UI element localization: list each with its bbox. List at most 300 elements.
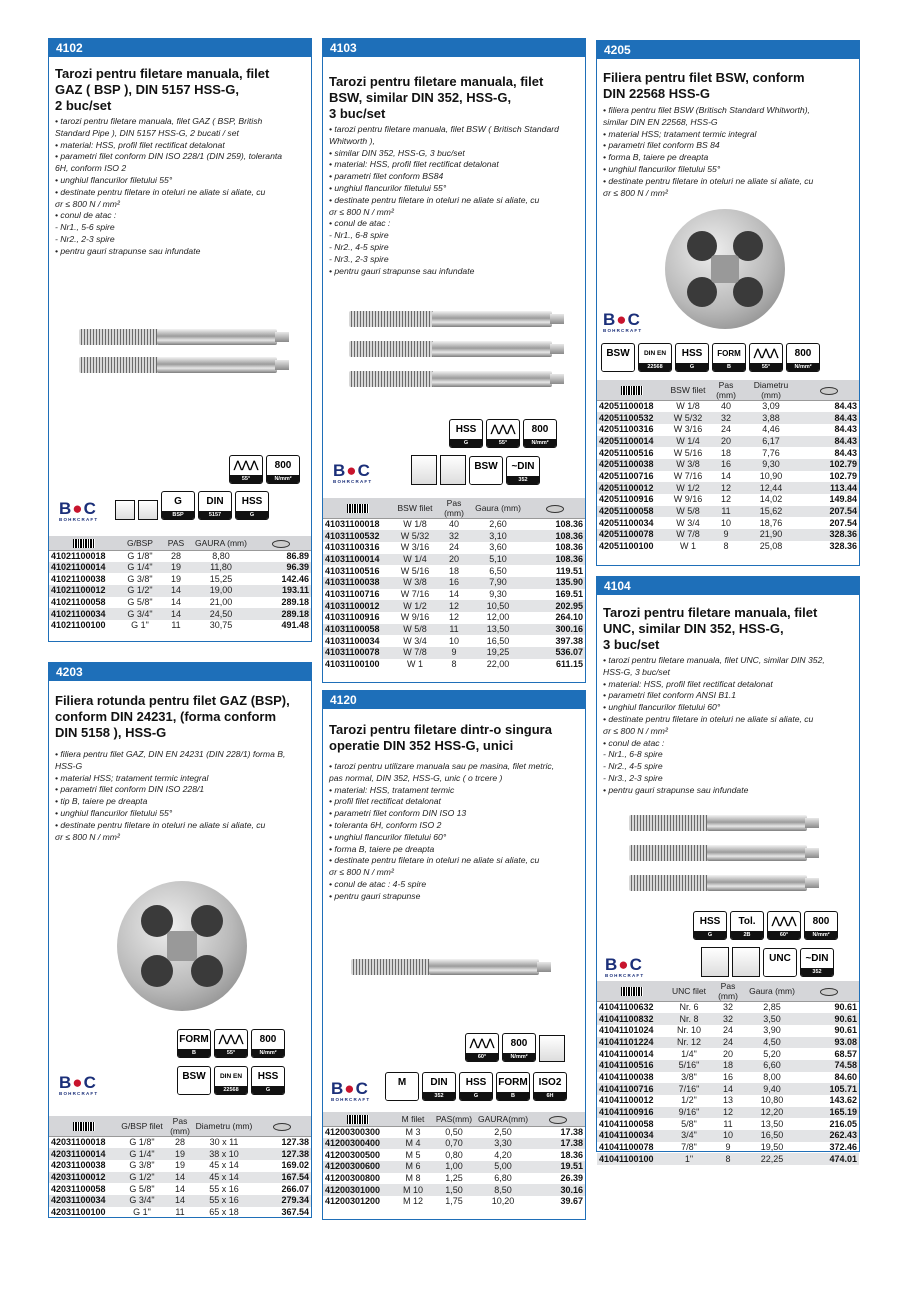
pitch: 0,80 (445, 1149, 463, 1160)
table-row (597, 494, 859, 506)
price: 84.43 (799, 436, 859, 448)
thread-type-badge: BSW (601, 343, 635, 372)
table-row (49, 1172, 311, 1184)
section-description: • tarozi pentru filetare manuala, filet GAZ ( BSP, British Standard Pipe ), DIN 5157 HSS-G, 2 bucati / set • material: HSS, profil filet rectificat detalonat • parametri filet conform DIN ISO 228/1 (DIN 259), toleranta 6H, conform ISO 2 • unghiul flancurilor filetului 55° • destinate pentru filetare in oteluri ne aliate si aliate, cu σr ≤ 800 N / mm² • conul de atac : - Nr1., 5-6 spire - Nr2., 2-3 spire • pentru gauri strapunse sau infundate (55, 116, 283, 256)
table-row (323, 1196, 585, 1208)
thread-size: 5/16" (667, 1060, 711, 1072)
pitch: 14 (170, 597, 181, 608)
thread-type-badge: G BSP (161, 491, 195, 520)
article-code: 41200300400 (323, 1138, 393, 1150)
price-table: BSW filet Pas (mm) Diametru (mm) 42051100018 W 1/8 40 3,09 84.43 42051100532 W 5/32 32 3,88 84.43 42051100316 W 3/16 24 4,46 84.43 42051100014 W 1/4 20 6,17 84.43 42051100516 W 5/16 18 7,76 84.43 42051100038 W 3/8 16 9,30 102.79 42051100716 W 7/16 14 10,90 102.79 42051100012 W 1/2 12 12,44 113.44 42051100916 W 9/16 12 14,02 149.84 42051100058 W 5/8 11 15,62 207.54 42051100034 W 3/4 10 18,76 207.54 42051100078 W 7/8 9 21,90 328.36 42051100100 W 1 8 25,08 328.36 (599, 380, 857, 552)
pitch: 40 (448, 519, 459, 530)
price: 17.38 (560, 1126, 583, 1137)
tap-shape-icon (411, 455, 437, 485)
hole-size: 4,46 (762, 424, 780, 435)
thread-size: 3/4" (667, 1130, 711, 1142)
article-code: 41031100018 (325, 519, 380, 530)
price: 289.18 (251, 608, 311, 620)
article-code: 42051100014 (597, 436, 667, 448)
bohrcraft-logo: B●C BOHRCRAFT (59, 499, 99, 522)
pitch: 32 (711, 1013, 745, 1025)
price: 149.84 (829, 494, 857, 505)
pitch: 32 (437, 530, 471, 542)
hole-size: 16,50 (745, 1130, 799, 1142)
table-row (597, 1095, 859, 1107)
thread-size: W 3/4 (403, 635, 427, 646)
material-badge: HSS G (449, 419, 483, 448)
table-row (323, 565, 585, 577)
hole-size: 2,50 (494, 1126, 512, 1137)
pitch: 14 (720, 470, 731, 481)
pitch: 32 (722, 1002, 733, 1013)
pitch: 11 (175, 1206, 185, 1217)
pitch: 1,00 (433, 1161, 475, 1173)
price: 90.61 (799, 1013, 859, 1025)
table-row (597, 1130, 859, 1142)
price: 84.60 (834, 1071, 857, 1082)
thread-size: W 9/16 (673, 494, 703, 505)
hole-size: 15,25 (209, 573, 233, 584)
table-row (597, 1060, 859, 1072)
table-row (597, 517, 859, 529)
thread-size: W 5/8 (667, 506, 709, 518)
pitch: 14 (161, 585, 191, 597)
table-row (49, 562, 311, 574)
strength-badge: 800 N/mm² (266, 455, 300, 484)
article-code: 42051100012 (597, 482, 667, 494)
price: 491.48 (281, 620, 309, 631)
table-row (597, 482, 859, 494)
hole-size: 24,50 (191, 608, 251, 620)
thread-size: W 5/8 (393, 624, 437, 636)
table-row (323, 1138, 585, 1150)
section-4203 (48, 662, 312, 1218)
thread-size: G 3/8" (127, 573, 153, 584)
price: 167.54 (253, 1172, 311, 1184)
price-coins-icon (525, 498, 585, 519)
section-4103 (322, 38, 586, 683)
hole-size: 3,88 (743, 412, 799, 424)
pitch: 19 (174, 1160, 185, 1171)
article-code: 42031100100 (51, 1206, 106, 1217)
tap-set-image (629, 815, 849, 895)
form-badge: FORM B (496, 1072, 530, 1101)
thread-size: W 7/16 (673, 470, 703, 481)
hole-size: 65 x 18 (209, 1206, 239, 1217)
table-row (323, 589, 585, 601)
price-coins-icon (251, 536, 311, 550)
hole-size: 9,40 (745, 1083, 799, 1095)
section-4120 (322, 690, 586, 1220)
thread-size: M 8 (405, 1173, 421, 1184)
din-badge: DIN EN 22568 (638, 343, 672, 372)
pitch: 13 (722, 1095, 733, 1106)
thread-size: W 1/2 (393, 600, 437, 612)
article-code: 41031100716 (325, 588, 380, 599)
table-row (323, 1173, 585, 1185)
thread-size: G 1/8" (129, 1137, 155, 1148)
price: 93.08 (799, 1037, 859, 1049)
tap-shape-icon (440, 455, 466, 485)
thread-size: G 5/8" (127, 597, 153, 608)
article-code: 41041100012 (599, 1095, 654, 1106)
pitch: 9 (725, 1142, 731, 1153)
material-badge: HSS G (235, 491, 269, 520)
hole-size: 8,50 (475, 1184, 531, 1196)
pitch: 14 (448, 588, 459, 599)
section-description: • tarozi pentru filetare manuala, filet UNC, similar DIN 352, HSS-G, 3 buc/set • material: HSS, profil filet rectificat detalonat • parametri filet conform ANSI B1.1 • unghiul flancurilor filetului 60° • destinate pentru filetare in oteluri ne aliate si aliate, cu σr ≤ 800 N / mm² • conul de atac : - Nr1., 6-8 spire - Nr2., 4-5 spire - Nr3., 2-3 spire • pentru gauri strapunse sau infundate (603, 655, 825, 795)
strength-badge: 800 N/mm² (251, 1029, 285, 1058)
price: 68.57 (834, 1048, 857, 1059)
thread-size: W 3/16 (400, 542, 430, 553)
hole-size: 5,10 (471, 554, 525, 566)
price: 90.61 (834, 1002, 857, 1013)
thread-type-badge: UNC (763, 948, 797, 977)
price: 39.67 (560, 1196, 583, 1207)
thread-size: W 1/2 (667, 482, 709, 494)
thread-size: 7/8" (681, 1142, 697, 1153)
thread-size: W 5/16 (673, 447, 703, 458)
price: 536.07 (525, 647, 585, 659)
tap-shape-icon (539, 1035, 565, 1062)
pitch: 18 (711, 1060, 745, 1072)
section-title: Filiera rotunda pentru filet GAZ (BSP), conform DIN 24231, (forma conform DIN 5158 ), HSS-G (55, 693, 290, 740)
table-row (597, 1107, 859, 1119)
section-number: 4103 (323, 39, 585, 57)
hole-size: 8,80 (212, 550, 230, 561)
tolerance-badge: Tol. 2B (730, 911, 764, 940)
price: 207.54 (799, 506, 859, 518)
bohrcraft-logo: B●C BOHRCRAFT (333, 461, 373, 484)
pitch: 19 (161, 562, 191, 574)
thread-size: W 7/16 (400, 588, 430, 599)
hole-size: 45 x 14 (195, 1172, 253, 1184)
table-row (49, 1207, 311, 1219)
thread-angle-badge: ⋀⋀⋀ 55° (229, 455, 263, 484)
pitch: 16 (437, 577, 471, 589)
thread-size: G 1" (131, 620, 149, 631)
price: 19.51 (531, 1161, 585, 1173)
article-code: 42051100516 (599, 447, 654, 458)
table-row (49, 1148, 311, 1160)
din-badge: DIN 5157 (198, 491, 232, 520)
price: 289.18 (281, 597, 309, 608)
form-badge: FORM B (712, 343, 746, 372)
thread-size: W 7/8 (667, 529, 709, 541)
pitch: 14 (161, 608, 191, 620)
article-code: 41041101024 (599, 1025, 654, 1036)
article-code: 41200300300 (325, 1126, 381, 1137)
price: 18.36 (560, 1149, 583, 1160)
section-number: 4102 (49, 39, 311, 57)
thread-size: G 1/2" (119, 1172, 165, 1184)
pitch: 11 (709, 506, 743, 518)
price: 96.39 (251, 562, 311, 574)
pitch: 28 (170, 550, 181, 561)
price: 108.36 (555, 519, 583, 530)
table-row (597, 471, 859, 483)
thread-angle-badge: ⋀⋀⋀ 60° (767, 911, 801, 940)
table-row (323, 1184, 585, 1196)
article-code: 41031100038 (323, 577, 393, 589)
hole-size: 21,90 (743, 529, 799, 541)
table-row (597, 1025, 859, 1037)
thread-size: M 5 (405, 1149, 421, 1160)
thread-size: M 6 (393, 1161, 433, 1173)
thread-angle-badge: ⋀⋀⋀ 60° (465, 1033, 499, 1062)
barcode-icon (323, 1112, 393, 1126)
spec-badges-bottom (385, 1072, 567, 1101)
section-title: Tarozi pentru filetare manuala, filet UNC, similar DIN 352, HSS-G, 3 buc/set (603, 605, 818, 652)
article-code: 41031100100 (325, 659, 380, 670)
section-number: 4203 (49, 663, 311, 681)
hole-size: 13,50 (471, 624, 525, 636)
thread-angle-badge: ⋀⋀⋀ 55° (214, 1029, 248, 1058)
table-row (597, 459, 859, 471)
section-title: Tarozi pentru filetare manuala, filet GAZ ( BSP ), DIN 5157 HSS-G, 2 buc/set (55, 66, 270, 113)
hole-size: 13,50 (760, 1118, 784, 1129)
thread-size: 9/16" (667, 1107, 711, 1119)
thread-type-badge: BSW (469, 456, 503, 485)
round-die-image (117, 881, 247, 1011)
hole-size: 9,30 (743, 459, 799, 471)
section-title: Tarozi pentru filetare manuala, filet BSW, similar DIN 352, HSS-G, 3 buc/set (329, 74, 544, 121)
price: 17.38 (531, 1138, 585, 1150)
thread-size: M 4 (393, 1138, 433, 1150)
pitch: 24 (448, 542, 459, 553)
price: 102.79 (829, 470, 857, 481)
price: 266.07 (281, 1183, 309, 1194)
price-coins-icon (253, 1116, 311, 1137)
thread-size: Nr. 6 (679, 1002, 699, 1013)
article-code: 41041100916 (597, 1107, 667, 1119)
hole-size: 2,60 (489, 519, 507, 530)
article-code: 42051100038 (597, 459, 667, 471)
article-code: 42051100100 (599, 541, 654, 552)
pitch: 9 (437, 647, 471, 659)
strength-badge: 800 N/mm² (786, 343, 820, 372)
spec-badges (601, 343, 820, 372)
price: 165.19 (799, 1107, 859, 1119)
article-code: 41041100516 (597, 1060, 667, 1072)
table-row (323, 577, 585, 589)
price: 86.89 (286, 550, 309, 561)
pitch: 19 (170, 573, 181, 584)
hole-size: 4,20 (494, 1149, 512, 1160)
tap-shape-icon (138, 500, 158, 520)
material-badge: HSS G (693, 911, 727, 940)
table-row (323, 624, 585, 636)
thread-type-badge: M (385, 1072, 419, 1101)
price: 84.43 (834, 401, 857, 412)
table-row (323, 635, 585, 647)
price: 264.10 (555, 612, 583, 623)
price: 207.54 (829, 517, 857, 528)
price: 367.54 (281, 1206, 309, 1217)
price: 397.38 (555, 635, 583, 646)
pitch: 10 (711, 1130, 745, 1142)
price: 90.61 (834, 1025, 857, 1036)
table-row (49, 1160, 311, 1172)
thread-size: G 3/8" (129, 1160, 155, 1171)
table-row (597, 447, 859, 459)
thread-size: W 1 (679, 541, 696, 552)
pitch: 40 (720, 401, 731, 412)
hole-size: 6,80 (494, 1173, 512, 1184)
hole-size: 45 x 14 (209, 1160, 239, 1171)
table-row (323, 1126, 585, 1138)
section-4102 (48, 38, 312, 642)
table-row (323, 542, 585, 554)
tap-shape-icon (732, 947, 760, 977)
article-code: 41031100034 (325, 635, 380, 646)
pitch: 16 (722, 1071, 733, 1082)
price: 169.51 (555, 588, 583, 599)
article-code: 42031100058 (51, 1183, 106, 1194)
hole-size: 38 x 10 (195, 1148, 253, 1160)
hole-size: 7,76 (762, 447, 780, 458)
pitch: 9 (709, 529, 743, 541)
hole-size: 10,50 (471, 600, 525, 612)
hole-size: 55 x 16 (195, 1195, 253, 1207)
hole-size: 5,00 (475, 1161, 531, 1173)
thread-size: G 1/4" (119, 1148, 165, 1160)
strength-badge: 800 N/mm² (804, 911, 838, 940)
hole-size: 3,60 (489, 542, 507, 553)
hole-size: 10,20 (491, 1196, 515, 1207)
hole-size: 19,25 (471, 647, 525, 659)
article-code: 42051100034 (599, 517, 654, 528)
thread-size: G 3/4" (119, 1195, 165, 1207)
pitch: 0,50 (445, 1126, 463, 1137)
form-badge: FORM B (177, 1029, 211, 1058)
table-row (49, 1137, 311, 1149)
thread-size: G 5/8" (129, 1183, 155, 1194)
spec-badges-bottom (115, 491, 269, 520)
article-code: 41041100832 (597, 1013, 667, 1025)
article-code: 41041100100 (597, 1153, 667, 1165)
thread-size: W 3/16 (673, 424, 703, 435)
price: 372.46 (829, 1142, 857, 1153)
section-description: • filiera pentru filet BSW (Britisch Standard Whitworth), similar DIN EN 22568, HSS-G • material HSS; tratament termic integral • parametri filet conform BS 84 • forma B, taiere pe dreapta • unghiul flancurilor filetului 55° • destinate pentru filetare in oteluri ne aliate si aliate, cu σr ≤ 800 N / mm² (603, 105, 814, 198)
thread-size: G 1" (133, 1206, 151, 1217)
article-code: 41041100038 (599, 1071, 654, 1082)
thread-size: W 9/16 (400, 612, 430, 623)
price: 105.71 (799, 1083, 859, 1095)
table-row (597, 1153, 859, 1165)
pitch: 14 (174, 1183, 185, 1194)
tap-shape-icon (701, 947, 729, 977)
table-row (323, 519, 585, 531)
thread-angle-badge: ⋀⋀⋀ 55° (486, 419, 520, 448)
hole-size: 6,17 (743, 436, 799, 448)
barcode-icon (49, 1116, 119, 1137)
article-code: 42051100716 (599, 470, 654, 481)
tap-set-image (79, 329, 299, 389)
price-coins-icon (799, 981, 859, 1002)
article-code: 41031100078 (323, 647, 393, 659)
pitch: 12 (720, 494, 731, 505)
thread-size: W 1/4 (393, 554, 437, 566)
hole-size: 14,02 (759, 494, 783, 505)
pitch: 8 (711, 1153, 745, 1165)
bohrcraft-logo: B●C BOHRCRAFT (603, 310, 643, 333)
pitch: 12 (711, 1107, 745, 1119)
hole-size: 7,90 (471, 577, 525, 589)
pitch: 8 (451, 659, 457, 670)
article-code: 42031100038 (51, 1160, 106, 1171)
hole-size: 21,00 (209, 597, 233, 608)
hole-size: 4,50 (745, 1037, 799, 1049)
table-row (323, 659, 585, 671)
article-code: 42051100916 (599, 494, 654, 505)
table-row (597, 1142, 859, 1154)
table-row (49, 620, 311, 632)
hole-size: 22,00 (486, 659, 510, 670)
table-row (49, 1183, 311, 1195)
strength-badge: 800 N/mm² (502, 1033, 536, 1062)
table-row (597, 436, 859, 448)
price: 193.11 (251, 585, 311, 597)
price: 26.39 (560, 1173, 583, 1184)
pitch: 24 (711, 1037, 745, 1049)
price: 84.43 (834, 424, 857, 435)
hole-size: 10,90 (759, 470, 783, 481)
hole-size: 12,00 (486, 612, 510, 623)
bohrcraft-logo: B●C BOHRCRAFT (605, 955, 645, 978)
table-row (597, 506, 859, 518)
thread-size: Nr. 8 (667, 1013, 711, 1025)
thread-size: M 3 (405, 1126, 421, 1137)
hole-size: 9,30 (489, 588, 507, 599)
din-badge: DIN EN 22568 (214, 1066, 248, 1095)
price-coins-icon (799, 380, 859, 401)
hole-size: 19,50 (760, 1142, 784, 1153)
price: 108.36 (525, 530, 585, 542)
barcode-icon (49, 536, 119, 550)
price: 102.79 (799, 459, 859, 471)
hole-size: 6,50 (489, 565, 507, 576)
spec-badges-bottom (411, 455, 540, 485)
hole-size: 8,00 (763, 1071, 781, 1082)
article-code: 41041100078 (599, 1142, 654, 1153)
pitch: 16 (709, 459, 743, 471)
pitch: 14 (165, 1195, 195, 1207)
price: 119.51 (555, 565, 583, 576)
price: 84.43 (834, 447, 857, 458)
hole-size: 12,20 (745, 1107, 799, 1119)
pitch: 10 (720, 517, 731, 528)
hole-size: 11,80 (191, 562, 251, 574)
spec-badges-top (465, 1033, 565, 1062)
pitch: 20 (709, 436, 743, 448)
section-title: Filiera pentru filet BSW, conform DIN 22568 HSS-G (603, 70, 805, 101)
thread-size: G 1/2" (119, 585, 161, 597)
article-code: 41200301000 (323, 1184, 393, 1196)
thread-size: W 3/8 (667, 459, 709, 471)
table-row (597, 1083, 859, 1095)
pitch: 24 (722, 1025, 733, 1036)
hole-size: 12,44 (743, 482, 799, 494)
article-code: 42031100014 (49, 1148, 119, 1160)
thread-size: W 7/8 (393, 647, 437, 659)
thread-size: Nr. 12 (667, 1037, 711, 1049)
pitch: 0,70 (433, 1138, 475, 1150)
price: 74.58 (799, 1060, 859, 1072)
tolerance-badge: ISO2 6H (533, 1072, 567, 1101)
price: 262.43 (799, 1130, 859, 1142)
pitch: 10 (448, 635, 459, 646)
